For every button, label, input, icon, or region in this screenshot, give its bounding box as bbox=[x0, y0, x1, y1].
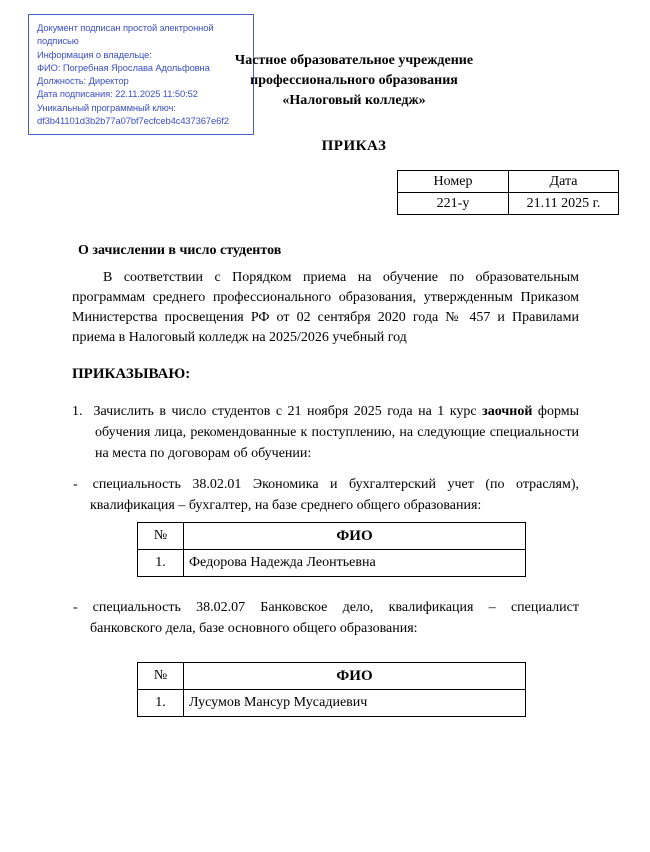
intro-paragraph: В соответствии с Порядком приема на обучение по образовательным программам среднего профессионального образования, утвержденным Приказом Министерства просвещения РФ от 02 сентября 2020 года № 457 и Правилами приема в Налоговый колледж на 2025/2026 учебный год bbox=[72, 270, 579, 345]
stamp-line-sign-date: Дата подписания: 22.11.2025 11:50:52 bbox=[37, 88, 198, 100]
item-1-bold-text: заочной bbox=[482, 404, 533, 419]
students-table-2 bbox=[137, 662, 526, 717]
stamp-line-key-value: df3b41101d3b2b77a07bf7ecfceb4c437367e6f2 bbox=[37, 115, 229, 127]
bullet-1-marker: - bbox=[73, 477, 78, 492]
students-table-2-row-1-num: 1. bbox=[138, 690, 184, 717]
order-subject: О зачислении в число студентов bbox=[78, 243, 282, 258]
students-table-2-row-1-name: Лусумов Мансур Мусадиевич bbox=[184, 690, 526, 717]
specialty-bullet-2 bbox=[72, 597, 579, 639]
students-table-2-num-header: № bbox=[138, 663, 184, 690]
students-table-1-header-row bbox=[138, 523, 526, 550]
bullet-2-text: специальность 38.02.07 Банковское дело, квалификация – специалист банковского дела, базе основного общего образования: bbox=[90, 600, 579, 636]
number-header-cell: Номер bbox=[398, 171, 509, 193]
item-1-text-before: Зачислить в число студентов с 21 ноября 2025 года на 1 курс bbox=[93, 404, 483, 419]
number-date-value-row bbox=[398, 193, 619, 215]
organization-header bbox=[0, 51, 650, 111]
students-table-2-row-1 bbox=[138, 690, 526, 717]
order-item-1 bbox=[72, 401, 579, 464]
stamp-line-fio: ФИО: Погребная Ярослава Адольфовна bbox=[37, 61, 210, 73]
students-table-1-fio-header: ФИО bbox=[184, 523, 526, 550]
item-1-marker: 1. bbox=[72, 404, 83, 419]
stamp-line-owner-info: Информация о владельце: bbox=[37, 48, 152, 60]
item-1-text-after: формы обучения лица, рекомендованные к поступлению, на следующие специальности на места по договорам об обучении: bbox=[95, 404, 580, 461]
date-header-cell: Дата bbox=[509, 171, 619, 193]
students-table-1-row-1-name: Федорова Надежда Леонтьевна bbox=[184, 550, 526, 577]
students-table-1-row-1 bbox=[138, 550, 526, 577]
order-verb-heading: ПРИКАЗЫВАЮ: bbox=[72, 366, 191, 382]
students-table-1 bbox=[137, 522, 526, 577]
stamp-line-key-label: Уникальный программный ключ: bbox=[37, 101, 176, 113]
students-table-1-num-header: № bbox=[138, 523, 184, 550]
bullet-2-marker: - bbox=[73, 600, 78, 615]
stamp-line-position: Должность: Директор bbox=[37, 75, 129, 87]
document-type-title: ПРИКАЗ bbox=[321, 138, 387, 154]
students-table-2-fio-header: ФИО bbox=[184, 663, 526, 690]
number-value-cell: 221-у bbox=[398, 193, 509, 215]
students-table-2-header-row bbox=[138, 663, 526, 690]
org-name-line-3: «Налоговый колледж» bbox=[282, 93, 426, 108]
students-table-1-row-1-num: 1. bbox=[138, 550, 184, 577]
number-date-header-row bbox=[398, 171, 619, 193]
org-name-line-2: профессионального образования bbox=[250, 73, 458, 88]
date-value-cell: 21.11 2025 г. bbox=[509, 193, 619, 215]
stamp-line-signed: Документ подписан простой электронной подписью bbox=[37, 22, 214, 47]
bullet-1-text: специальность 38.02.01 Экономика и бухгалтерский учет (по отраслям), квалификация – бухгалтер, на базе среднего общего образования: bbox=[90, 477, 579, 513]
specialty-bullet-1 bbox=[72, 474, 579, 516]
number-date-table bbox=[397, 170, 619, 215]
org-name-line-1: Частное образовательное учреждение bbox=[234, 53, 474, 68]
